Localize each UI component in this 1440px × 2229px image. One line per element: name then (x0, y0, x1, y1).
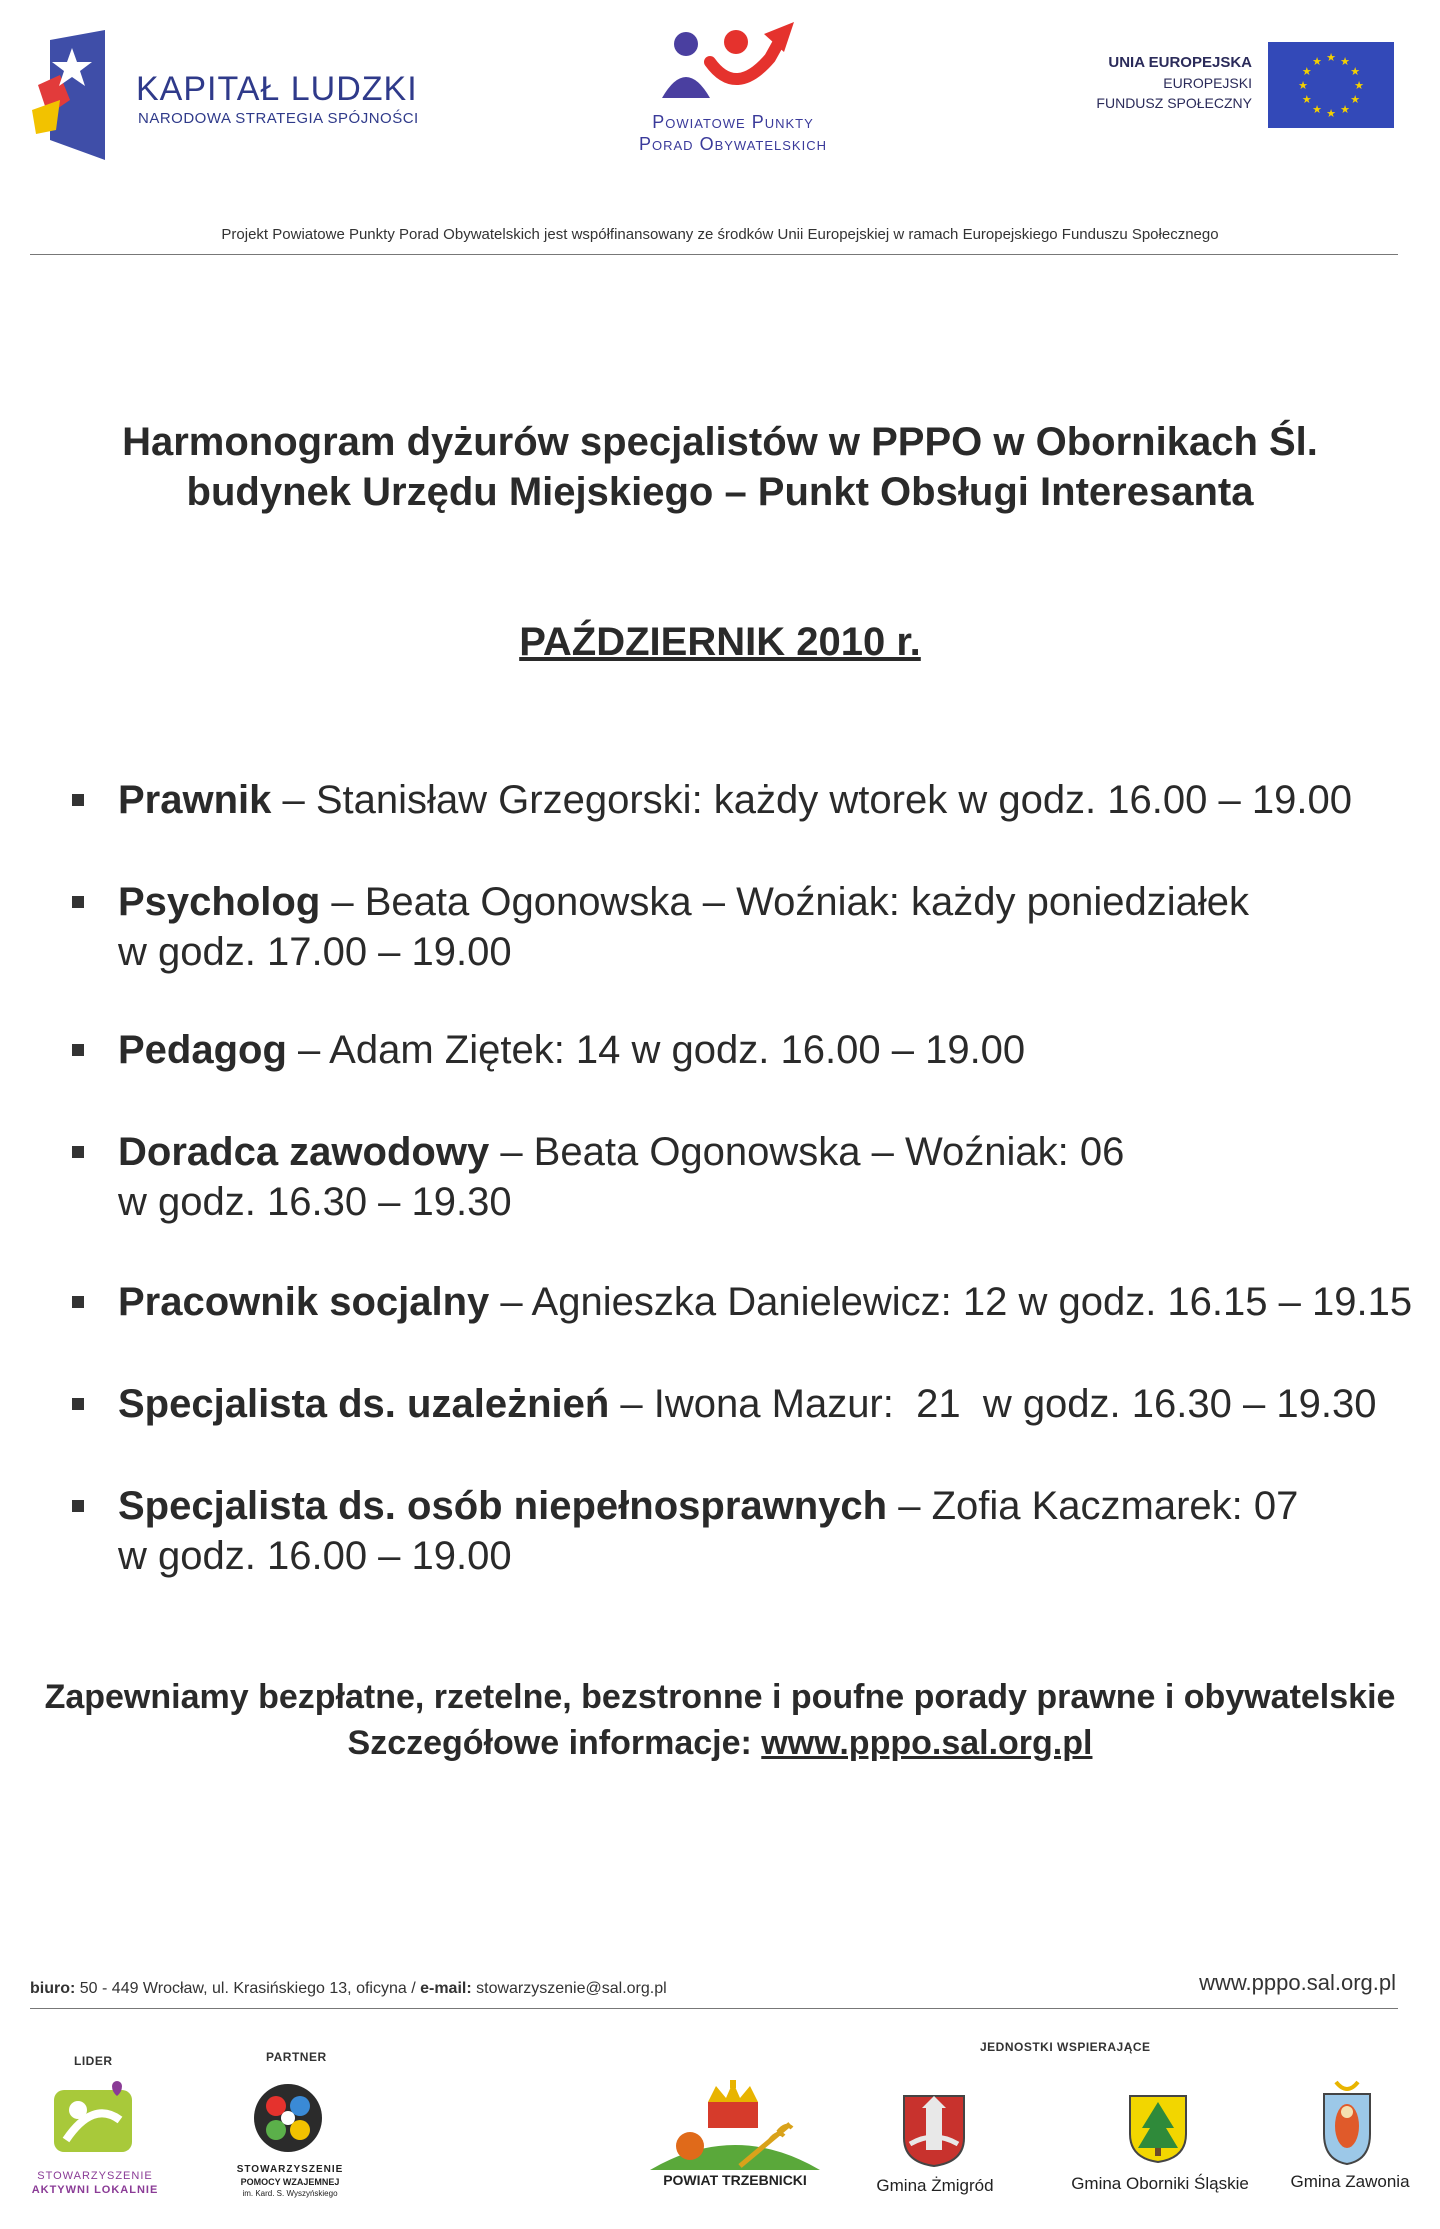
schedule-role: Pracownik socjalny (118, 1280, 490, 1324)
aktywni-lokalnie-logo-icon (48, 2080, 138, 2158)
footer-divider (30, 2008, 1398, 2009)
lider-label: LIDER (74, 2054, 113, 2068)
bullet-icon (72, 1398, 84, 1410)
info-line (0, 1724, 1440, 1763)
info-link[interactable]: www.pppo.sal.org.pl (761, 1724, 1093, 1762)
document-title-line2: budynek Urzędu Miejskiego – Punkt Obsługi Interesanta (186, 470, 1254, 514)
bullet-icon (72, 1296, 84, 1308)
assurance-text: Zapewniamy bezpłatne, rzetelne, bezstronne i poufne porady prawne i obywatelskie (44, 1678, 1396, 1716)
bullet-icon (72, 1500, 84, 1512)
stowarzyszenie-pomocy-line1: STOWARZYSZENIE (236, 2164, 344, 2175)
gmina-zawonia-label: Gmina Zawonia (1290, 2172, 1410, 2191)
stowarzyszenie-pomocy-line3: im. Kard. S. Wyszyńskiego (242, 2189, 338, 2198)
eu-label-line3: FUNDUSZ SPOŁECZNY (1096, 95, 1252, 111)
schedule-role: Psycholog (118, 880, 321, 924)
header-divider (30, 254, 1398, 255)
eu-flag-icon (1268, 42, 1394, 128)
schedule-role: Pedagog (118, 1028, 287, 1072)
schedule-details: – Beata Ogonowska – Woźniak: 06 (489, 1130, 1125, 1174)
schedule-details: – Iwona Mazur: 21 w godz. 16.30 – 19.30 (609, 1382, 1377, 1426)
schedule-details: – Stanisław Grzegorski: każdy wtorek w godz. 16.00 – 19.00 (271, 778, 1352, 822)
address-text: 50 - 449 Wrocław, ul. Krasińskiego 13, oficyna / (75, 1980, 421, 1997)
aktywni-lokalnie-line1: STOWARZYSZENIE (37, 2170, 153, 2182)
eu-star-icon: ★ (1301, 94, 1312, 106)
document-title-line1: Harmonogram dyżurów specjalistów w PPPO w Obornikach Śl. (122, 420, 1318, 464)
bullet-icon (72, 896, 84, 908)
gmina-oborniki-crest-icon (1128, 2094, 1188, 2164)
footer-website-link[interactable]: www.pppo.sal.org.pl (1199, 1970, 1396, 1995)
schedule-hours: w godz. 16.00 – 19.00 (118, 1534, 512, 1578)
schedule-details: – Adam Ziętek: 14 w godz. 16.00 – 19.00 (286, 1028, 1026, 1072)
schedule-role: Specjalista ds. uzależnień (118, 1382, 610, 1426)
eu-star-icon: ★ (1326, 108, 1336, 120)
eu-star-icon: ★ (1354, 80, 1364, 92)
gmina-zawonia-crest-icon (1318, 2072, 1376, 2166)
eu-label-line2: EUROPEJSKI (1163, 75, 1252, 91)
schedule-hours: w godz. 17.00 – 19.00 (118, 930, 512, 974)
schedule-details: – Zofia Kaczmarek: 07 (887, 1484, 1299, 1528)
bullet-icon (72, 1044, 84, 1056)
gmina-zmigrod-label: Gmina Żmigród (876, 2176, 994, 2195)
eu-star-icon: ★ (1312, 104, 1322, 117)
pppo-logo-line2: Porad Obywatelskich (639, 134, 827, 154)
powiat-trzebnicki-label: POWIAT TRZEBNICKI (663, 2172, 807, 2188)
partner-label: PARTNER (266, 2050, 327, 2064)
pppo-logo-line1: Powiatowe Punkty (652, 112, 814, 132)
powiat-trzebnicki-logo-icon (650, 2080, 820, 2175)
eu-star-icon: ★ (1312, 55, 1322, 68)
supporting-units-label: JEDNOSTKI WSPIERAJĄCE (980, 2040, 1151, 2054)
eu-star-icon: ★ (1350, 66, 1361, 78)
schedule-role: Doradca zawodowy (118, 1130, 490, 1174)
email-label: e-mail: (420, 1980, 472, 1997)
eu-star-icon: ★ (1301, 66, 1312, 78)
eu-label-line1: UNIA EUROPEJSKA (1108, 54, 1252, 71)
aktywni-lokalnie-line2: AKTYWNI LOKALNIE (31, 2184, 159, 2196)
eu-star-icon: ★ (1298, 80, 1308, 92)
stowarzyszenie-pomocy-logo-icon (248, 2080, 328, 2156)
month-heading: PAŹDZIERNIK 2010 r. (519, 620, 921, 664)
gmina-zmigrod-crest-icon (902, 2094, 966, 2168)
eu-star-icon: ★ (1340, 55, 1350, 68)
gmina-oborniki-label: Gmina Oborniki Śląskie (1071, 2174, 1249, 2193)
eu-star-icon: ★ (1350, 94, 1361, 106)
schedule-hours: w godz. 16.30 – 19.30 (118, 1180, 512, 1224)
bullet-icon (72, 794, 84, 806)
kapital-ludzki-title: KAPITAŁ LUDZKI (136, 70, 418, 108)
bullet-icon (72, 1146, 84, 1158)
kapital-ludzki-logo-icon (30, 30, 110, 160)
pppo-logo-icon (652, 18, 812, 108)
cofinancing-note: Projekt Powiatowe Punkty Porad Obywatelskich jest współfinansowany ze środków Unii Europejskiej w ramach Europejskiego Funduszu Społecznego (221, 226, 1219, 243)
address-label: biuro: (30, 1980, 76, 1997)
email-text[interactable]: stowarzyszenie@sal.org.pl (471, 1980, 667, 1997)
schedule-details: – Agnieszka Danielewicz: 12 w godz. 16.15 – 19.15 (489, 1280, 1413, 1324)
kapital-ludzki-subtitle: NARODOWA STRATEGIA SPÓJNOŚCI (138, 110, 419, 127)
schedule-role: Prawnik (118, 778, 272, 822)
eu-star-icon: ★ (1340, 104, 1350, 117)
eu-star-icon: ★ (1326, 52, 1336, 64)
info-label: Szczegółowe informacje: (347, 1724, 762, 1762)
stowarzyszenie-pomocy-line2: POMOCY WZAJEMNEJ (240, 2177, 340, 2187)
office-address (30, 1980, 667, 1998)
schedule-role: Specjalista ds. osób niepełnosprawnych (118, 1484, 888, 1528)
schedule-details: – Beata Ogonowska – Woźniak: każdy poniedziałek (320, 880, 1249, 924)
